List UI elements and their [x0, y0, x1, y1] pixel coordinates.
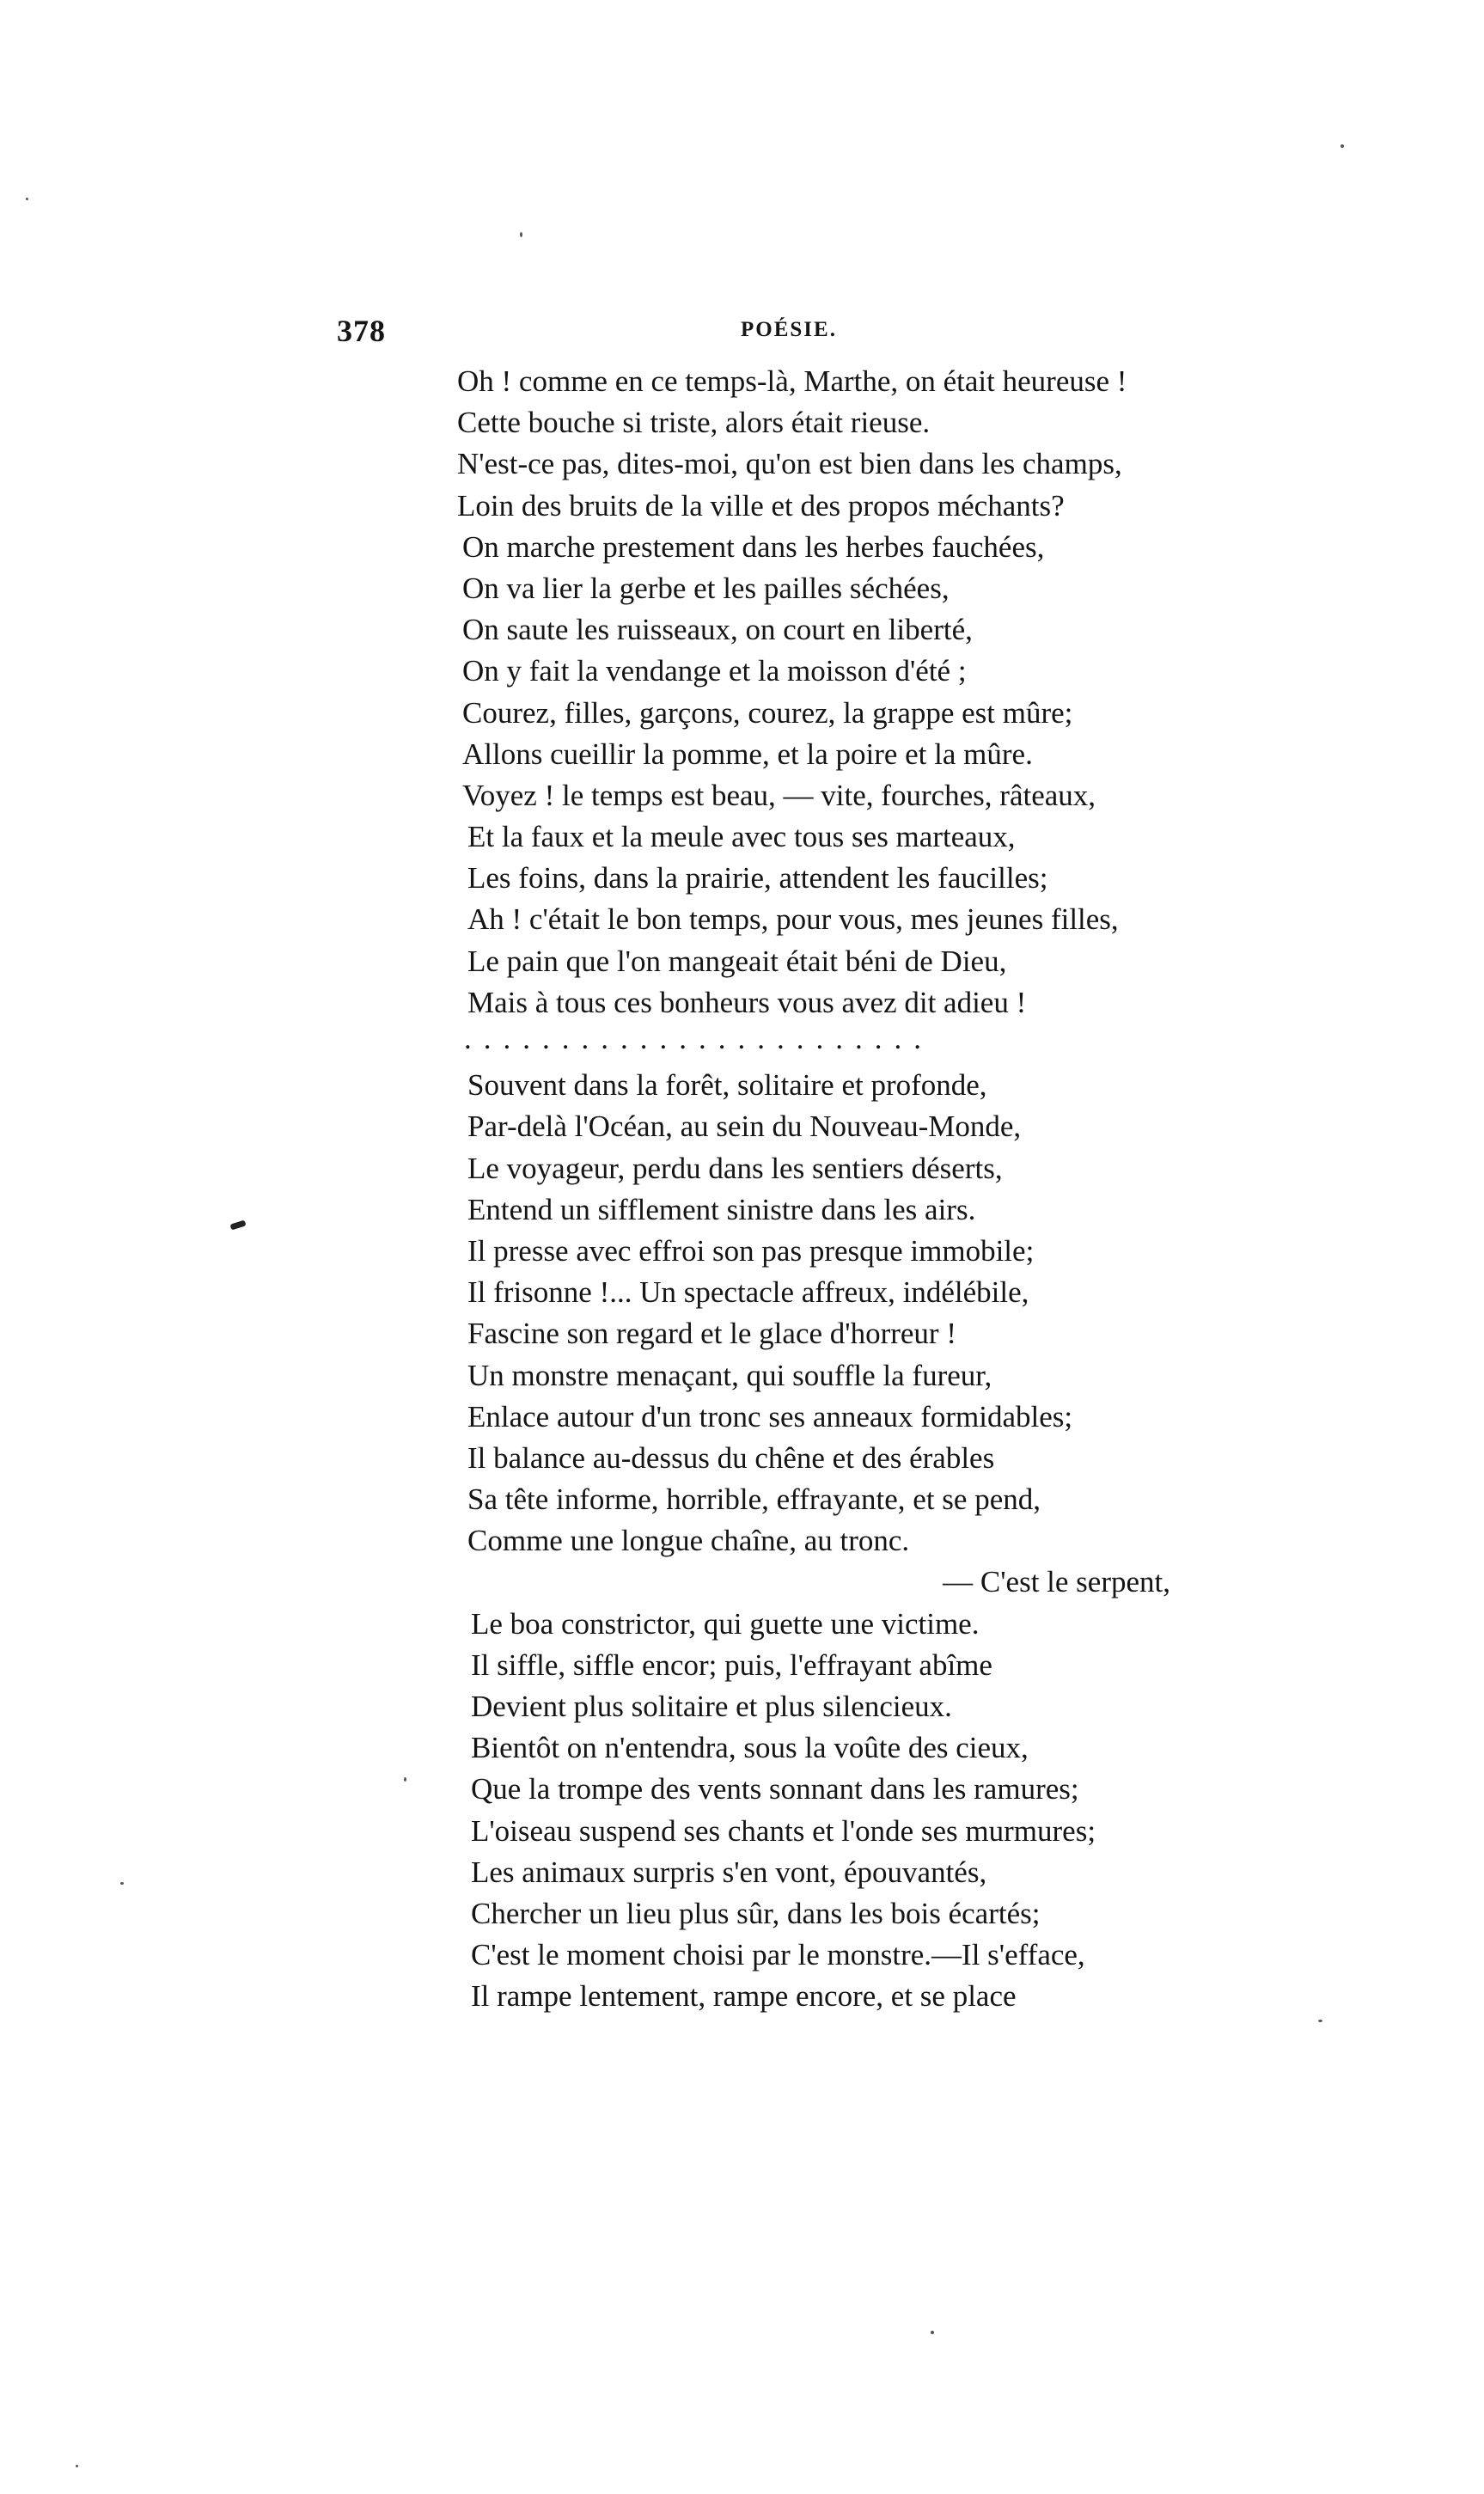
verse-line: N'est-ce pas, dites-moi, qu'on est bien dans les champs,	[457, 447, 1122, 481]
verse-line: Souvent dans la forêt, solitaire et profonde,	[467, 1068, 987, 1103]
ellipsis-separator: ........................	[464, 1022, 933, 1055]
scan-speck	[404, 1777, 406, 1782]
verse-line: Il presse avec effroi son pas presque immobile;	[467, 1233, 1035, 1268]
verse-line: Fascine son regard et le glace d'horreur !	[467, 1317, 956, 1351]
scan-speck	[120, 1882, 124, 1885]
verse-line: Allons cueillir la pomme, et la poire et la mûre.	[462, 737, 1033, 771]
verse-line: Mais à tous ces bonheurs vous avez dit adieu !	[467, 985, 1027, 1019]
stanza-3	[457, 1604, 1316, 2018]
verse-line: Chercher un lieu plus sûr, dans les bois écartés;	[471, 1896, 1041, 1930]
verse-line: Il siffle, siffle encor; puis, l'effrayant abîme	[471, 1647, 992, 1682]
scan-speck	[1340, 144, 1344, 148]
verse-line: Par-delà l'Océan, au sein du Nouveau-Monde,	[467, 1109, 1022, 1144]
verse-line: Le boa constrictor, qui guette une victime.	[471, 1606, 980, 1641]
verse-line: Les foins, dans la prairie, attendent les faucilles;	[467, 861, 1048, 896]
verse-line: Un monstre menaçant, qui souffle la fureur,	[467, 1358, 992, 1392]
page-number: 378	[337, 314, 386, 348]
stanza-1	[457, 361, 1316, 1024]
verse-line: Enlace autour d'un tronc ses anneaux formidables;	[467, 1399, 1073, 1433]
verse-line: Cette bouche si triste, alors était rieuse.	[457, 406, 931, 440]
verse-line: Sa tête informe, horrible, effrayante, et se pend,	[467, 1482, 1041, 1517]
split-verse-line: — C'est le serpent,	[943, 1565, 1170, 1599]
verse-line: Courez, filles, garçons, courez, la grappe est mûre;	[462, 695, 1073, 730]
verse-line: On saute les ruisseaux, on court en liberté,	[462, 613, 973, 647]
scan-speck	[931, 2331, 934, 2334]
scan-speck	[26, 198, 28, 200]
verse-line: Le voyageur, perdu dans les sentiers déserts,	[467, 1151, 1003, 1185]
verse-line: C'est le moment choisi par le monstre.—Il s'efface,	[471, 1938, 1085, 1972]
verse-line: On marche prestement dans les herbes fauchées,	[462, 529, 1045, 564]
verse-line: Que la trompe des vents sonnant dans les ramures;	[471, 1772, 1079, 1806]
poem-body	[457, 361, 1316, 2018]
scan-speck	[76, 2465, 78, 2467]
verse-line: Il balance au-dessus du chêne et des érables	[467, 1440, 995, 1475]
verse-line: Entend un sifflement sinistre dans les airs.	[467, 1192, 976, 1226]
verse-line: Devient plus solitaire et plus silencieux.	[471, 1690, 952, 1723]
verse-line: Il rampe lentement, rampe encore, et se place	[471, 1979, 1017, 2014]
verse-line: Et la faux et la meule avec tous ses marteaux,	[467, 820, 1016, 854]
verse-line: Voyez ! le temps est beau, — vite, fourches, râteaux,	[462, 778, 1096, 812]
verse-line: Comme une longue chaîne, au tronc.	[467, 1524, 910, 1558]
verse-line: Loin des bruits de la ville et des propos méchants?	[457, 488, 1065, 523]
running-head: POÉSIE.	[741, 318, 837, 341]
verse-line: Oh ! comme en ce temps-là, Marthe, on était heureuse !	[457, 364, 1127, 398]
verse-line: Il frisonne !... Un spectacle affreux, indélébile,	[467, 1275, 1029, 1310]
verse-line: Le pain que l'on mangeait était béni de Dieu,	[467, 944, 1007, 978]
verse-line: Bientôt on n'entendra, sous la voûte des cieux,	[471, 1731, 1029, 1765]
scan-speck	[1318, 2020, 1322, 2022]
verse-line: On y fait la vendange et la moisson d'été ;	[462, 654, 967, 688]
verse-line: Ah ! c'était le bon temps, pour vous, mes jeunes filles,	[467, 902, 1119, 937]
verse-line: Les animaux surpris s'en vont, épouvantés,	[471, 1855, 987, 1889]
verse-line: L'oiseau suspend ses chants et l'onde ses murmures;	[471, 1813, 1096, 1848]
stanza-2	[457, 1065, 1316, 1603]
verse-line: On va lier la gerbe et les pailles séchées,	[462, 571, 950, 605]
ink-mark	[229, 1219, 246, 1230]
scan-speck	[520, 232, 522, 237]
